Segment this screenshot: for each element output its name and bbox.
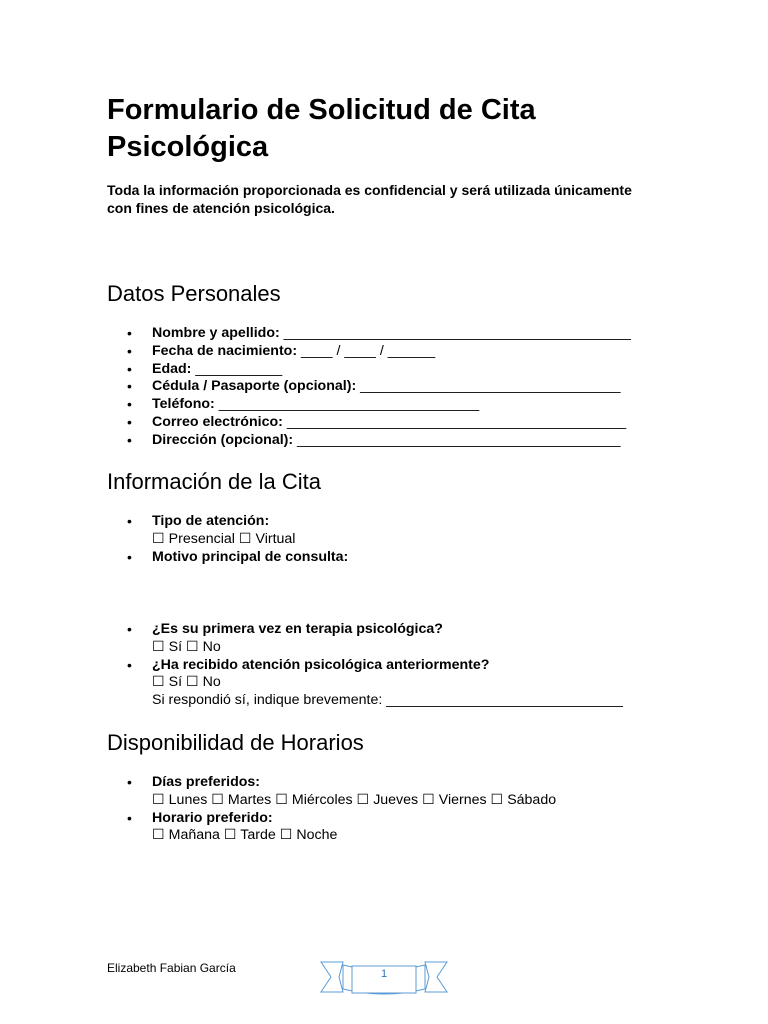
list-item: [107, 621, 727, 657]
field-blank-birthdate[interactable]: ____ / ____ / ______: [297, 342, 436, 359]
field-blank-id[interactable]: _________________________________: [356, 378, 621, 395]
list-item: [107, 361, 727, 379]
days-checkboxes[interactable]: ☐ Lunes ☐ Martes ☐ Miércoles ☐ Jueves ☐ Viernes ☐ Sábado: [152, 791, 557, 808]
field-label-age: Edad:: [152, 360, 192, 377]
field-label-reason: Motivo principal de consulta:: [152, 548, 349, 565]
section-heading-personal: Datos Personales: [107, 281, 281, 306]
list-item: [107, 378, 727, 396]
list-item: [107, 513, 727, 549]
field-label-days: Días preferidos:: [152, 774, 261, 790]
page-title: Formulario de Solicitud de Cita Psicológica: [107, 94, 536, 163]
list-item: [107, 810, 727, 846]
field-blank-address[interactable]: _________________________________________: [293, 431, 621, 448]
page-number: 1: [380, 968, 388, 980]
previous-care-checkboxes[interactable]: ☐ Sí ☐ No: [152, 674, 221, 691]
appointment-list-top: [107, 513, 727, 566]
time-checkboxes[interactable]: ☐ Mañana ☐ Tarde ☐ Noche: [152, 827, 338, 844]
field-label-name: Nombre y apellido:: [152, 325, 280, 341]
list-item: [107, 396, 727, 414]
field-label-care-type: Tipo de atención:: [152, 513, 270, 529]
field-label-address: Dirección (opcional):: [152, 431, 294, 448]
field-label-email: Correo electrónico:: [152, 413, 283, 430]
field-blank-phone[interactable]: _________________________________: [214, 396, 480, 413]
list-item: [107, 414, 727, 432]
list-item: [107, 432, 727, 450]
field-label-first-therapy: ¿Es su primera vez en terapia psicológica?: [152, 621, 443, 637]
schedule-list: [107, 774, 727, 845]
previous-care-detail-field[interactable]: Si respondió sí, indique brevemente: ______________________________: [152, 692, 623, 709]
field-blank-age[interactable]: ___________: [191, 360, 283, 377]
field-label-phone: Teléfono:: [152, 396, 215, 413]
list-item: [107, 343, 727, 361]
section-heading-appointment: Información de la Cita: [107, 469, 321, 494]
field-blank-email[interactable]: ___________________________________________: [282, 413, 627, 430]
footer-author: Elizabeth Fabian García: [107, 961, 236, 975]
list-item: [107, 549, 727, 567]
field-label-time: Horario preferido:: [152, 809, 273, 826]
field-label-id: Cédula / Pasaporte (opcional):: [152, 378, 357, 395]
first-therapy-checkboxes[interactable]: ☐ Sí ☐ No: [152, 638, 221, 655]
page-number-ribbon: [319, 959, 449, 999]
section-heading-schedule: Disponibilidad de Horarios: [107, 730, 364, 755]
care-type-checkboxes[interactable]: ☐ Presencial ☐ Virtual: [152, 530, 296, 547]
field-label-birthdate: Fecha de nacimiento:: [152, 342, 298, 359]
personal-data-list: [107, 325, 727, 450]
confidentiality-note: Toda la información proporcionada es confidencial y será utilizada únicamente con fines de atención psicológica.: [107, 182, 632, 216]
list-item: [107, 657, 727, 710]
field-blank-name[interactable]: ____________________________________________: [279, 325, 631, 341]
field-label-previous-care: ¿Ha recibido atención psicológica anteriormente?: [152, 656, 490, 673]
list-item: [107, 774, 727, 810]
appointment-list-bottom: [107, 621, 727, 710]
list-item: [107, 325, 727, 343]
